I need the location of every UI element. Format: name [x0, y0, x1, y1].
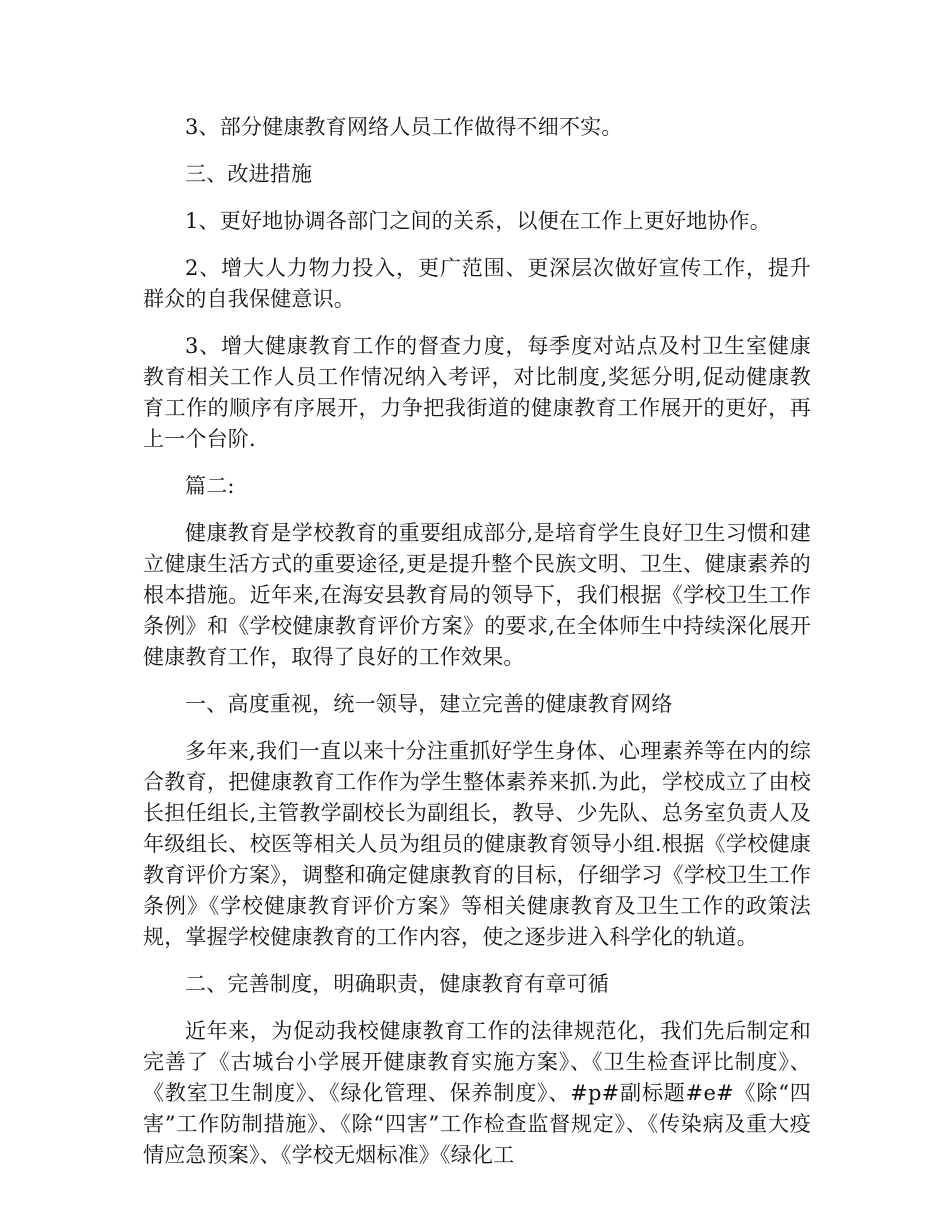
document-body — [143, 112, 811, 1187]
paragraph-problem-3: 3、部分健康教育网络人员工作做得不细不实。 — [185, 115, 623, 139]
paragraph-intro: 健康教育是学校教育的重要组成部分,是培育学生良好卫生习惯和建立健康生活方式的重要途径,更是提升整个民族文明、卫生、健康素养的根本措施。近年来,在海安县教育局的领导下，我们根据《学校卫生工作条例》和《学校健康教育评价方案》的要求,在全体师生中持续深化展开健康教育工作，取得了良好的工作效果。 — [143, 521, 811, 669]
heading-section-1: 一、高度重视，统一领导，建立完善的健康教育网络 — [185, 692, 673, 716]
paragraph-section-1-body: 多年来,我们一直以来十分注重抓好学生身体、心理素养等在内的综合教育，把健康教育工作作为学生整体素养来抓.为此，学校成立了由校长担任组长,主管教学副校长为副组长，教导、少先队、总务室负责人及年级组长、校医等相关人员为组员的健康教育领导小组.根据《学校健康教育评价方案》，调整和确定健康教育的目标，仔细学习《学校卫生工作条例》《学校健康教育评价方案》等相关健康教育及卫生工作的政策法规，掌握学校健康教育的工作内容，使之逐步进入科学化的轨道。 — [143, 739, 811, 949]
heading-section-2: 二、完善制度，明确职责，健康教育有章可循 — [185, 972, 609, 996]
heading-part-two: 篇二: — [185, 474, 235, 498]
heading-improvement-measures: 三、改进措施 — [185, 162, 313, 186]
paragraph-section-2-body: 近年来，为促动我校健康教育工作的法律规范化，我们先后制定和完善了《古城台小学展开健康教育实施方案》、《卫生检查评比制度》、《教室卫生制度》、《绿化管理、保养制度》、#p#副标题#e#《除“四害”工作防制措施》、《除“四害”工作检查监督规定》、《传染病及重大疫情应急预案》、《学校无烟标准》《绿化工 — [143, 1019, 811, 1167]
paragraph-measure-3: 3、增大健康教育工作的督查力度，每季度对站点及村卫生室健康教育相关工作人员工作情况纳入考评，对比制度,奖惩分明,促动健康教育工作的顺序有序展开，力争把我街道的健康教育工作展开的更好，再上一个台阶. — [143, 334, 811, 451]
paragraph-measure-1: 1、更好地协调各部门之间的关系，以便在工作上更好地协作。 — [185, 209, 771, 233]
paragraph-measure-2: 2、增大人力物力投入，更广范围、更深层次做好宣传工作，提升群众的自我保健意识。 — [143, 256, 811, 311]
